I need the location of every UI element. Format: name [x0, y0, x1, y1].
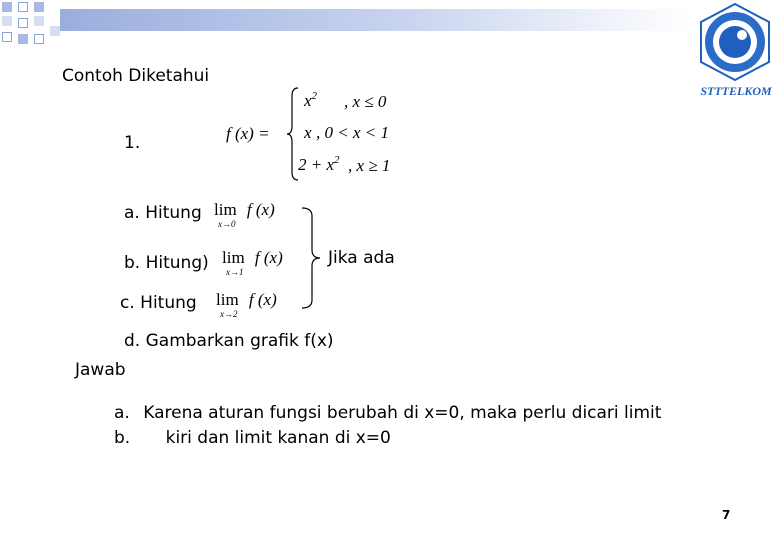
case-cond-3: , x ≥ 1 — [348, 156, 391, 175]
item-d-text: d. Gambarkan grafik f(x) — [124, 331, 334, 351]
case-exp: 2 — [311, 90, 318, 102]
case-row-3 — [298, 154, 340, 175]
slide-heading: Contoh Diketahui — [62, 66, 210, 86]
logo-text: STTTELKOM — [700, 84, 772, 98]
answer-text: kiri dan limit kanan di x=0 — [165, 428, 391, 448]
lim-fx: f (x) — [248, 290, 277, 309]
case-exp: 2 — [334, 154, 340, 166]
lim-sub: x→0 — [218, 219, 236, 229]
limit-expression-c — [216, 290, 296, 324]
case-expr: 2 + x — [298, 155, 335, 174]
lim-word: lim — [222, 248, 245, 267]
case-row-1 — [304, 90, 317, 111]
case-cond-1: , x ≤ 0 — [344, 92, 387, 111]
answer-heading: Jawab — [75, 360, 126, 380]
case-row-2 — [304, 123, 312, 143]
case-expr: x — [304, 91, 312, 110]
lim-fx: f (x) — [246, 200, 275, 219]
lim-word: lim — [216, 290, 239, 309]
limit-expression-b — [222, 248, 302, 282]
lim-fx: f (x) — [254, 248, 283, 267]
answer-text: Karena aturan fungsi berubah di x=0, maka perlu dicari limit — [143, 403, 662, 423]
top-banner — [60, 9, 690, 31]
case-expr: x — [304, 123, 312, 142]
limit-expression-a — [214, 200, 294, 234]
lim-sub: x→1 — [226, 267, 244, 277]
condition-text: Jika ada — [328, 248, 395, 268]
lim-word: lim — [214, 200, 237, 219]
function-lhs: f (x) = — [226, 124, 270, 143]
lim-sub: x→2 — [220, 309, 238, 319]
item-b-label: b. Hitung) — [124, 253, 209, 273]
problem-number: 1. — [124, 133, 141, 153]
answer-line-1 — [114, 403, 661, 423]
answer-marker: a. — [114, 403, 130, 423]
page-number: 7 — [722, 508, 731, 522]
item-c-label: c. Hitung — [120, 293, 197, 313]
stttelkom-logo — [690, 0, 780, 104]
case-cond-2: , 0 < x < 1 — [316, 123, 389, 142]
right-brace — [300, 206, 324, 310]
item-a-label: a. Hitung — [124, 203, 202, 223]
answer-line-2 — [114, 428, 391, 448]
answer-marker: b. — [114, 428, 131, 448]
